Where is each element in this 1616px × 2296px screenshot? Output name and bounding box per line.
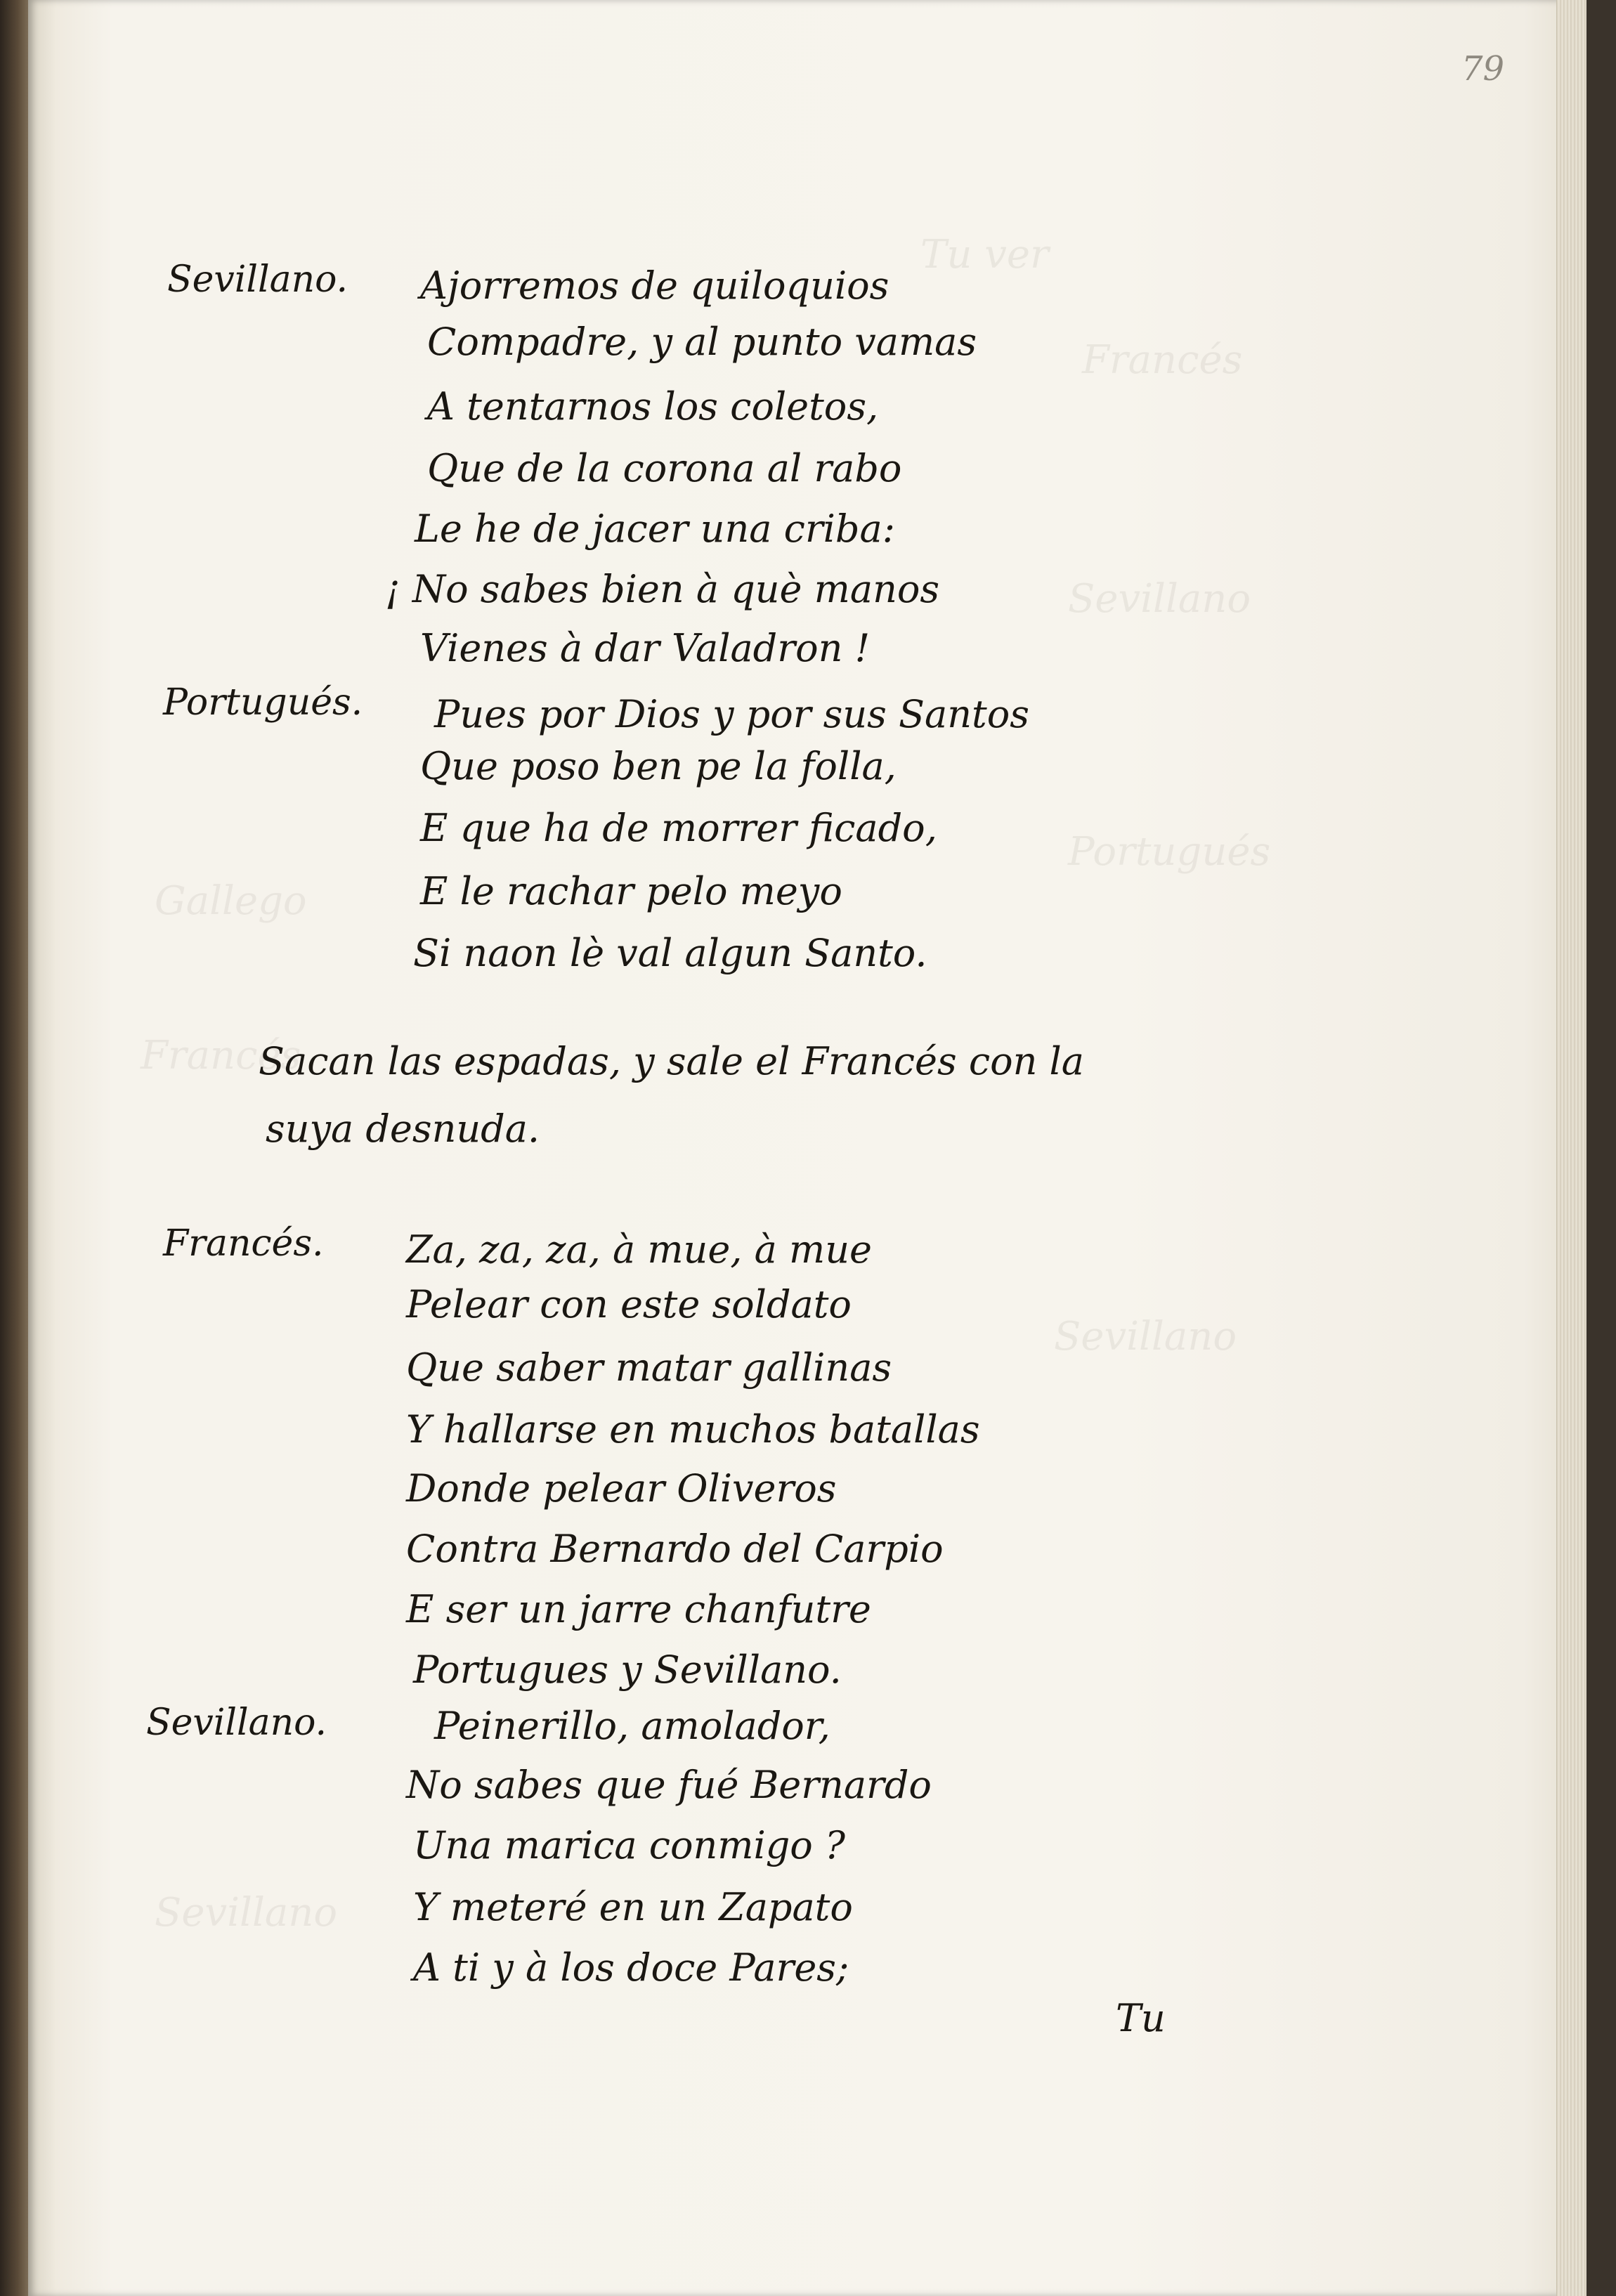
catchword: Tu	[1116, 1996, 1166, 2040]
bleed-through: Sevillano	[1068, 576, 1251, 622]
verse-line: A ti y à los doce Pares;	[413, 1945, 849, 1990]
verse-line: No sabes que fué Bernardo	[406, 1763, 932, 1807]
speaker-label: Sevillano.	[167, 259, 348, 301]
verse-line: Que saber matar gallinas	[406, 1345, 892, 1390]
folio-number: 79	[1461, 49, 1505, 89]
verse-line: E que ha de morrer ficado,	[420, 806, 937, 850]
verse-line: Portugues y Sevillano.	[413, 1648, 842, 1692]
bleed-through: Francés	[141, 1033, 301, 1078]
bleed-through: Sevillano	[155, 1890, 338, 1936]
verse-line: Si naon lè val algun Santo.	[413, 931, 927, 975]
bleed-through: Sevillano	[1054, 1314, 1237, 1359]
verse-line: Que poso ben pe la folla,	[420, 744, 897, 788]
verse-line: Y hallarse en muchos batallas	[406, 1407, 980, 1452]
verse-line: E ser un jarre chanfutre	[406, 1587, 871, 1631]
stage-direction: suya desnuda.	[266, 1107, 540, 1151]
page-edges	[1556, 0, 1586, 2296]
bleed-through: Gallego	[155, 878, 307, 924]
verse-line: Una marica conmigo ?	[413, 1823, 845, 1867]
verse-line: Contra Bernardo del Carpio	[406, 1527, 944, 1571]
verse-line: E le rachar pelo meyo	[420, 869, 842, 913]
speaker-label: Sevillano.	[146, 1702, 327, 1744]
verse-line: Pelear con este soldato	[406, 1282, 852, 1326]
verse-line: Za, za, za, à mue, à mue	[406, 1227, 872, 1272]
verse-line: Que de la corona al rabo	[427, 446, 902, 490]
verse-line: Ajorremos de quiloquios	[420, 263, 890, 308]
verse-line: Pues por Dios y por sus Santos	[434, 692, 1029, 736]
speaker-label: Portugués.	[163, 681, 363, 724]
verse-line: Y meteré en un Zapato	[413, 1885, 853, 1929]
verse-line: Peinerillo, amolador,	[434, 1704, 830, 1748]
verse-line: Donde pelear Oliveros	[406, 1466, 837, 1511]
verse-line: Compadre, y al punto vamas	[427, 320, 977, 364]
speaker-label: Francés.	[163, 1222, 324, 1265]
verse-line: Le he de jacer una criba:	[415, 507, 895, 551]
bleed-through: Portugués	[1068, 829, 1271, 875]
verse-line: Vienes à dar Valadron !	[420, 626, 871, 670]
bleed-through: Francés	[1082, 337, 1243, 383]
verse-line: A tentarnos los coletos,	[427, 384, 879, 429]
stage-direction: Sacan las espadas, y sale el Francés con la	[259, 1039, 1085, 1083]
verse-line: ¡ No sabes bien à què manos	[385, 567, 940, 611]
bleed-through: Tu ver	[920, 232, 1049, 278]
